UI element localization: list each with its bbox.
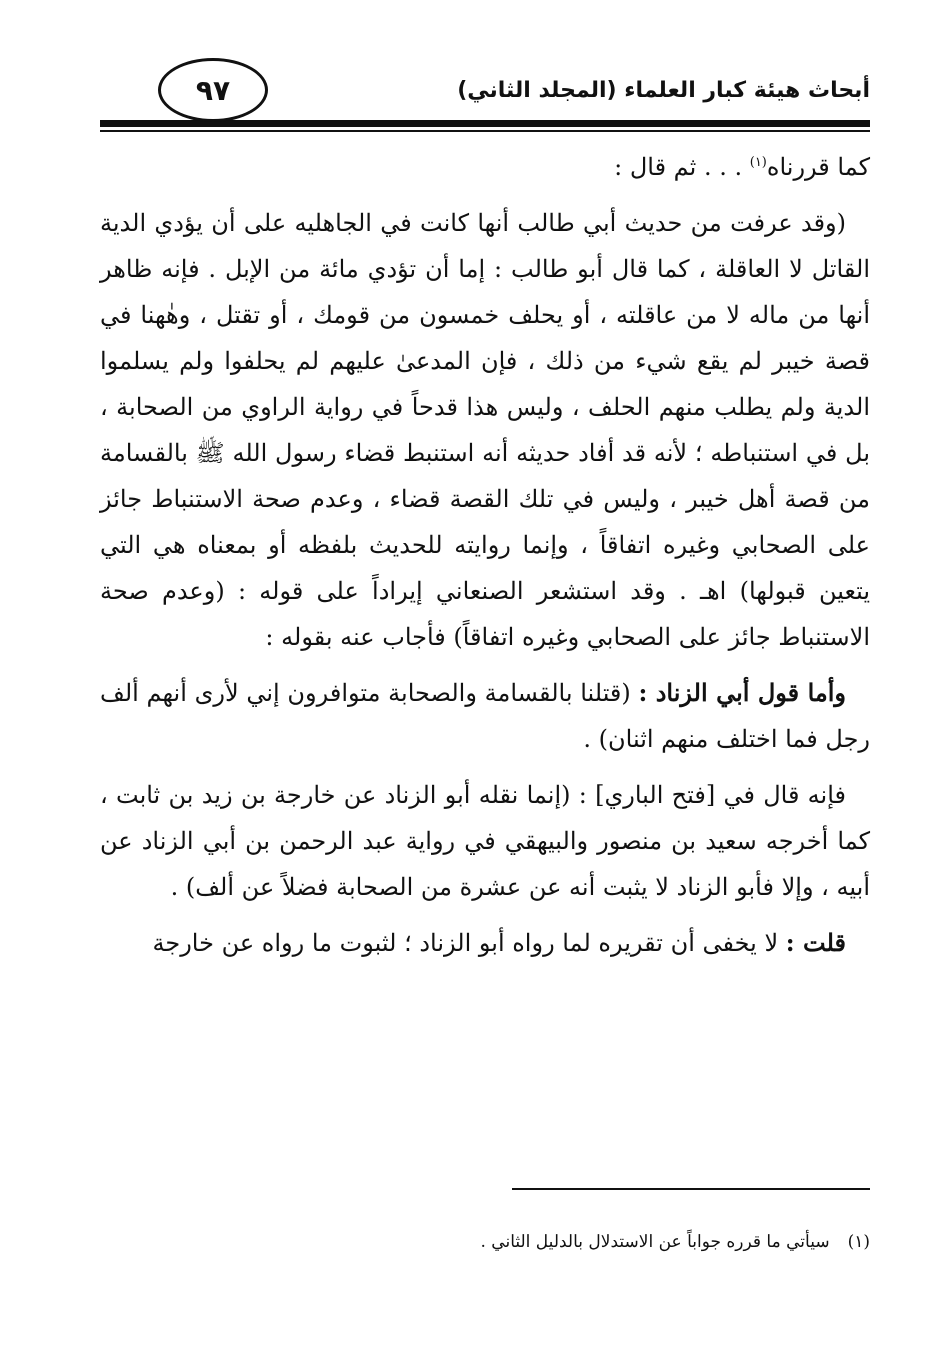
main-text <box>100 140 870 976</box>
footnote-separator <box>512 1188 870 1190</box>
paragraph-qultu <box>100 920 870 966</box>
intro-text-continued: . . . ثم قال : <box>614 153 750 181</box>
header-rule-thin <box>100 130 870 132</box>
footnote-text: سيأتي ما قرره جواباً عن الاستدلال بالدليل الثاني . <box>480 1232 830 1252</box>
paragraph-abu-zinad <box>100 670 870 762</box>
paragraph-intro <box>100 140 870 190</box>
paragraph-lead-bold: قلت : <box>785 928 846 957</box>
footnote-reference: (١) <box>749 155 767 170</box>
paragraph-body: لا يخفى أن تقريره لما رواه أبو الزناد ؛ لثبوت ما رواه عن خارجة <box>152 929 786 957</box>
page-number: ٩٧ <box>195 73 231 107</box>
paragraph-quote: (وقد عرفت من حديث أبي طالب أنها كانت في الجاهليه على أن يؤدي الدية القاتل لا العاقلة ، كما قال أبو طالب : إما أن تؤدي مائة من الإبل . فإنه ظاهر أنها من ماله لا من عاقلته ، أو يحلف خمسون من قومك ، أو تقتل ، وهٰهنا في قصة خيبر لم يقع شيء من ذلك ، فإن المدعىٰ عليهم لم يحلفوا ولم يسلموا الدية ولم يطلب منهم الحلف ، وليس هذا قدحاً في رواية الراوي من الصحابة ، بل في استنباطه ؛ لأنه قد أفاد حديثه أنه استنبط قضاء رسول الله ﷺ بالقسامة من قصة أهل خيبر ، وليس في تلك القصة قضاء ، وعدم صحة الاستنباط جائز على الصحابي وغيره اتفاقاً ، وإنما روايته للحديث بلفظه أو بمعناه هي التي يتعين قبولها) اهـ . وقد استشعر الصنعاني إيراداً على قوله : (وعدم صحة الاستنباط جائز على الصحابي وغيره اتفاقاً) فأجاب عنه بقوله : <box>100 209 870 651</box>
page-header <box>100 58 870 138</box>
paragraph-body: (قتلنا بالقسامة والصحابة متوافرون إني لأرى أنهم ألف رجل فما اختلف منهم اثنان) . <box>100 679 870 753</box>
running-title: أبحاث هيئة كبار العلماء (المجلد الثاني) <box>457 78 870 103</box>
paragraph-lead-bold: وأما قول أبي الزناد : <box>638 678 846 707</box>
footnote <box>100 1228 870 1256</box>
intro-text: كما قررناه <box>766 153 870 181</box>
page-number-oval <box>158 58 268 122</box>
footnote-marker: (١) <box>847 1232 870 1252</box>
paragraph-fath-albari: فإنه قال في [فتح الباري] : (إنما نقله أبو الزناد عن خارجة بن زيد بن ثابت ، كما أخرجه سعيد بن منصور والبيهقي في رواية عبد الرحمن بن أبي الزناد عن أبيه ، وإلا فأبو الزناد لا يثبت أنه عن عشرة من الصحابة فضلاً عن ألف) . <box>100 781 870 901</box>
